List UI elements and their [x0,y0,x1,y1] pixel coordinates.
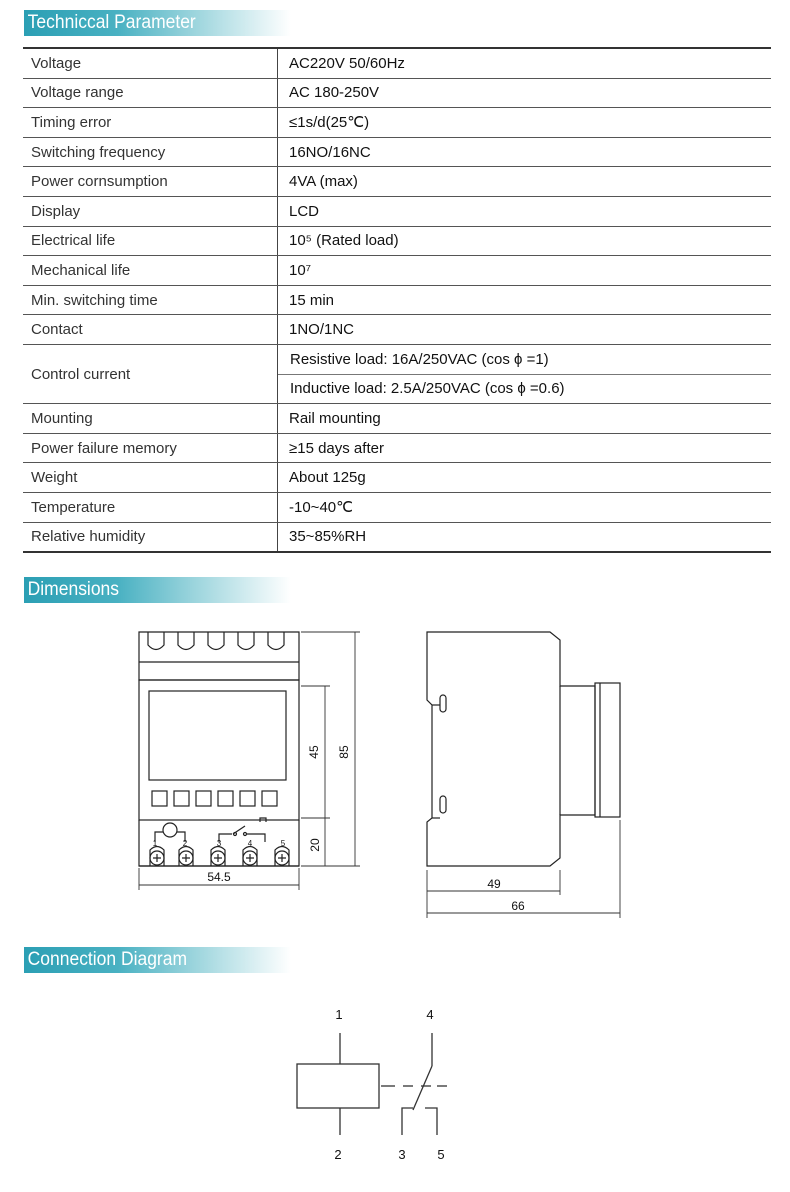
dim-side-depth-label: 49 [487,877,501,891]
button-key [196,791,211,806]
connection-terminal-4: 4 [426,1007,434,1022]
relay-coil [297,1064,379,1108]
param-label: Power failure memory [23,433,278,463]
param-label: Relative humidity [23,522,278,552]
dim-display-height-label: 45 [307,745,321,759]
side-view [427,632,620,866]
connection-diagram [297,1033,447,1135]
button-key [262,791,277,806]
param-value: 16NO/16NC [278,137,772,167]
button-key [174,791,189,806]
param-value: ≤1s/d(25℃) [278,108,772,138]
terminal-screw [275,847,289,867]
terminal-number: 4 [247,839,253,848]
dim-total-height-label: 85 [337,745,351,759]
terminal-screw [211,847,225,867]
param-label: Contact [23,315,278,345]
param-value: 35~85%RH [278,522,772,552]
param-value: 10⁷ [278,256,772,286]
dimensions-section-title: Dimensions [24,577,291,603]
button-key [218,791,233,806]
front-panel-profile [595,683,620,817]
param-label: Temperature [23,492,278,522]
param-value: 10⁵ (Rated load) [278,226,772,256]
param-label: Switching frequency [23,137,278,167]
param-label: Timing error [23,108,278,138]
front-view [139,632,299,866]
param-label: Voltage [23,48,278,78]
param-label: Mechanical life [23,256,278,286]
connection-terminal-2: 2 [334,1147,342,1162]
param-value: Rail mounting [278,404,772,434]
param-value: AC 180-250V [278,78,772,108]
clock-symbol [163,823,177,837]
terminal-screw [150,847,164,867]
terminal-number: 2 [182,839,188,848]
button-key [152,791,167,806]
param-value: -10~40℃ [278,492,772,522]
param-label: Power cornsumption [23,167,278,197]
connection-terminal-5: 5 [437,1147,445,1162]
param-label: Voltage range [23,78,278,108]
terminal-number: 1 [152,839,158,848]
lcd-display [149,691,286,780]
param-label: Control current [23,344,278,403]
param-label: Mounting [23,404,278,434]
param-label: Electrical life [23,226,278,256]
param-label: Min. switching time [23,285,278,315]
param-label: Weight [23,463,278,493]
connection-terminal-3: 3 [398,1147,406,1162]
param-value: 1NO/1NC [278,315,772,345]
param-value: LCD [278,196,772,226]
switch-blade [413,1066,432,1110]
params-section-title: Techniccal Parameter [24,10,291,36]
terminal-number: 3 [216,839,222,848]
terminal-number: 5 [280,839,286,848]
param-value: Inductive load: 2.5A/250VAC (cos ϕ =0.6) [278,374,772,404]
connection-terminal-1: 1 [335,1007,343,1022]
param-value: About 125g [278,463,772,493]
param-value: 4VA (max) [278,167,772,197]
dim-width-label: 54.5 [207,870,231,884]
connection-section-title: Connection Diagram [24,947,291,973]
dim-total-depth-label: 66 [511,899,525,913]
param-value: Resistive load: 16A/250VAC (cos ϕ =1) [278,344,772,374]
param-label: Display [23,196,278,226]
dim-terminal-height-label: 20 [308,838,322,852]
terminal-screw [179,847,193,867]
terminal-screw [243,847,257,867]
param-value: 15 min [278,285,772,315]
param-value: AC220V 50/60Hz [278,48,772,78]
button-key [240,791,255,806]
param-value: ≥15 days after [278,433,772,463]
